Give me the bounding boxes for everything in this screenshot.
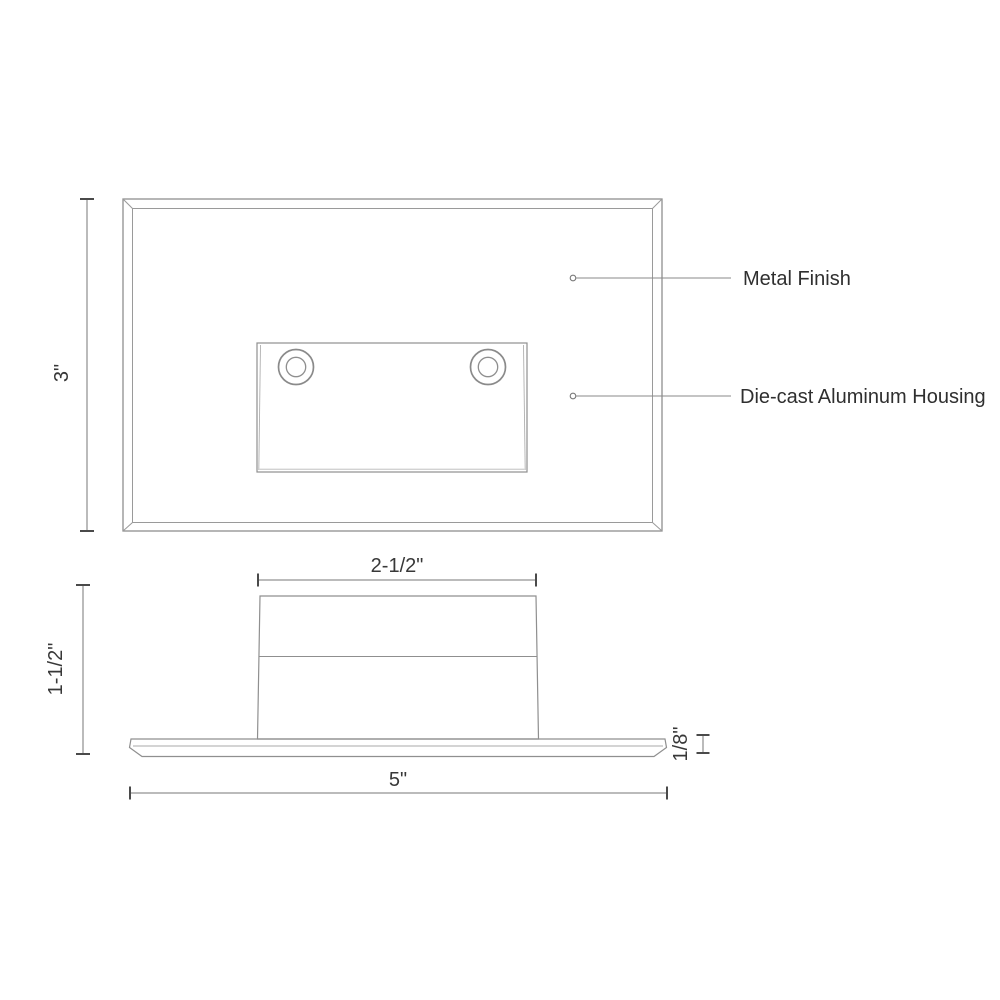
side-view [130, 596, 667, 757]
dimension-front-height [51, 199, 94, 531]
front-view [123, 199, 662, 531]
dimension-housing-width [258, 555, 536, 587]
faceplate-outer-edge [123, 199, 662, 531]
corner-miter-line [123, 523, 133, 532]
screw-left-inner-circle [286, 357, 305, 376]
corner-miter-line [653, 199, 663, 209]
side-faceplate [130, 739, 667, 757]
screw-right-inner-circle [478, 357, 497, 376]
callouts [570, 268, 985, 408]
callout-label-die-cast-housing: Die-cast Aluminum Housing [740, 386, 986, 408]
dimension-label-plate-width: 5" [388, 769, 408, 791]
dimension-label-housing-width: 2-1/2" [370, 555, 424, 577]
faceplate-bevel-edge [133, 209, 653, 523]
housing-window-left-taper-line [259, 345, 261, 470]
housing-window [257, 343, 527, 472]
leader-dot-die-cast-housing [570, 393, 576, 399]
leader-dot-metal-finish [570, 275, 576, 281]
dimension-label-front-height: 3" [51, 363, 73, 383]
dimension-plate-width [130, 769, 667, 800]
housing-window-right-taper-line [524, 345, 526, 470]
side-housing-body [258, 596, 539, 739]
screw-right-outer-ring [471, 350, 506, 385]
dimension-plate-thickness [670, 727, 710, 762]
screw-left-outer-ring [279, 350, 314, 385]
corner-miter-line [653, 523, 663, 532]
corner-miter-line [123, 199, 133, 209]
dimension-label-side-height: 1-1/2" [45, 642, 67, 696]
callout-label-metal-finish: Metal Finish [743, 268, 851, 290]
dimension-side-height [45, 585, 90, 754]
dimension-label-plate-thickness: 1/8" [670, 726, 692, 762]
